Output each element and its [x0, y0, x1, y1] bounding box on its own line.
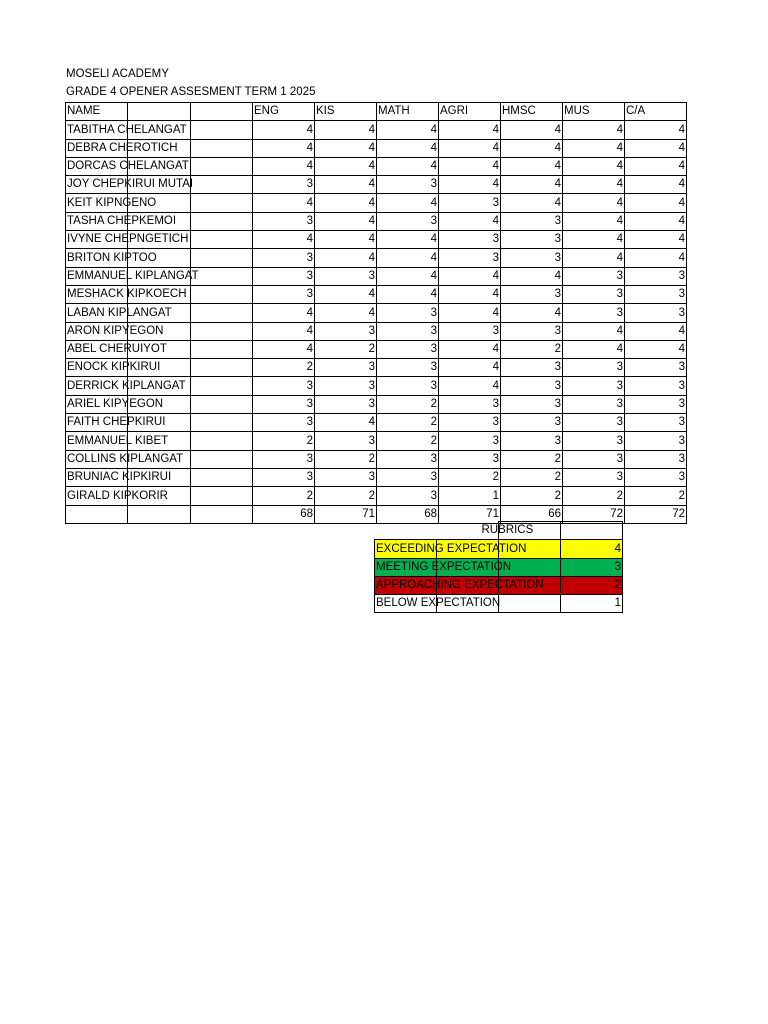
- score-cell: 2: [315, 450, 377, 468]
- score-cell: 4: [563, 121, 625, 139]
- student-name: ABEL CHERUIYOT: [67, 343, 167, 356]
- score-cell: 4: [501, 194, 563, 212]
- empty-cell: [191, 359, 253, 377]
- student-name: KEIT KIPNGENO: [67, 196, 157, 209]
- score-cell: 3: [377, 340, 439, 358]
- score-cell: 2: [501, 468, 563, 486]
- student-name-cell: [66, 377, 186, 395]
- student-name: FAITH CHEPKIRUI: [67, 416, 166, 429]
- student-name-cell: [66, 267, 199, 285]
- score-cell: 4: [439, 285, 501, 303]
- table-row: [66, 121, 687, 139]
- score-cell: 3: [315, 322, 377, 340]
- student-name-cell: [66, 212, 177, 230]
- score-cell: 3: [501, 432, 563, 450]
- student-name: DERRICK KIPLANGAT: [67, 379, 186, 392]
- table-row: [66, 340, 687, 358]
- score-cell: 4: [315, 304, 377, 322]
- table-row: [66, 231, 687, 249]
- score-cell: 4: [315, 249, 377, 267]
- score-cell: 3: [625, 450, 687, 468]
- rubrics-header-row: [375, 522, 623, 540]
- score-cell: 2: [501, 450, 563, 468]
- score-cell: 4: [377, 267, 439, 285]
- score-cell: 3: [253, 468, 315, 486]
- empty-cell: [191, 432, 253, 450]
- student-name-cell: [66, 322, 164, 340]
- score-cell: 3: [315, 267, 377, 285]
- scores-table: [65, 102, 687, 524]
- rubrics-table: [374, 521, 623, 613]
- score-cell: 4: [315, 139, 377, 157]
- score-cell: 4: [377, 249, 439, 267]
- table-row: [66, 377, 687, 395]
- score-cell: 4: [377, 231, 439, 249]
- score-cell: 4: [625, 212, 687, 230]
- score-cell: 4: [625, 322, 687, 340]
- score-cell: 4: [439, 176, 501, 194]
- score-cell: 3: [501, 322, 563, 340]
- score-cell: 3: [501, 414, 563, 432]
- score-cell: 3: [377, 359, 439, 377]
- score-cell: 4: [439, 212, 501, 230]
- score-cell: 4: [377, 157, 439, 175]
- score-cell: 3: [625, 377, 687, 395]
- rubrics-title-cell: [375, 522, 534, 540]
- rubric-value: 3: [561, 558, 623, 576]
- score-cell: 4: [501, 304, 563, 322]
- header-row: [66, 103, 687, 121]
- column-header-mus: MUS: [563, 103, 625, 121]
- score-cell: 2: [377, 432, 439, 450]
- score-cell: 3: [625, 414, 687, 432]
- rubric-label-cell: [375, 540, 527, 558]
- table-row: [66, 304, 687, 322]
- table-row: [66, 194, 687, 212]
- score-cell: 2: [625, 487, 687, 505]
- score-cell: 4: [253, 304, 315, 322]
- empty-cell: [191, 505, 253, 523]
- score-cell: 2: [377, 414, 439, 432]
- table-row: [66, 285, 687, 303]
- score-cell: 4: [439, 377, 501, 395]
- empty-cell: [191, 322, 253, 340]
- score-cell: 3: [253, 450, 315, 468]
- score-cell: 4: [377, 139, 439, 157]
- student-name-cell: [66, 231, 189, 249]
- score-cell: 4: [563, 231, 625, 249]
- empty-cell: [191, 468, 253, 486]
- total-cell: 71: [439, 505, 501, 523]
- empty-cell: [191, 304, 253, 322]
- column-header-c-a: C/A: [625, 103, 687, 121]
- table-row: [66, 157, 687, 175]
- student-name-cell: [66, 432, 169, 450]
- empty-cell: [128, 505, 191, 523]
- empty-cell: [191, 340, 253, 358]
- score-cell: 3: [439, 395, 501, 413]
- score-cell: 4: [315, 176, 377, 194]
- score-cell: 2: [501, 487, 563, 505]
- score-cell: 3: [563, 468, 625, 486]
- rubric-row: [375, 576, 623, 594]
- table-row: [66, 450, 687, 468]
- empty-cell: [191, 450, 253, 468]
- score-cell: 3: [253, 395, 315, 413]
- score-cell: 4: [439, 340, 501, 358]
- score-cell: 3: [501, 395, 563, 413]
- score-cell: 3: [253, 285, 315, 303]
- score-cell: 3: [253, 414, 315, 432]
- score-cell: 3: [377, 212, 439, 230]
- score-cell: 4: [253, 322, 315, 340]
- student-name: IVYNE CHEPNGETICH: [67, 233, 189, 246]
- score-cell: 4: [315, 231, 377, 249]
- score-cell: 4: [625, 121, 687, 139]
- rubric-label-cell: [375, 576, 544, 594]
- empty-cell: [191, 395, 253, 413]
- score-cell: 3: [563, 395, 625, 413]
- score-cell: 3: [377, 377, 439, 395]
- score-cell: 3: [501, 212, 563, 230]
- score-cell: 3: [563, 359, 625, 377]
- score-cell: 4: [501, 157, 563, 175]
- table-row: [66, 249, 687, 267]
- table-row: [66, 267, 687, 285]
- score-cell: 3: [315, 377, 377, 395]
- score-cell: 4: [253, 157, 315, 175]
- student-name: BRITON KIPTOO: [67, 251, 157, 264]
- student-name: JOY CHEPKIRUI MUTAI: [67, 178, 194, 191]
- score-cell: 4: [315, 194, 377, 212]
- column-header-name: [66, 103, 128, 121]
- student-name-cell: [66, 395, 164, 413]
- school-name: MOSELI ACADEMY: [66, 68, 169, 80]
- score-cell: 4: [439, 359, 501, 377]
- score-cell: 4: [377, 121, 439, 139]
- student-name-cell: [66, 121, 187, 139]
- score-cell: 4: [253, 231, 315, 249]
- table-row: [66, 359, 687, 377]
- score-cell: 3: [625, 468, 687, 486]
- score-cell: 3: [501, 231, 563, 249]
- empty-cell: [191, 176, 253, 194]
- column-header-label: NAME: [67, 105, 101, 118]
- score-cell: 3: [377, 322, 439, 340]
- score-cell: 3: [563, 414, 625, 432]
- table-row: [66, 176, 687, 194]
- score-cell: 2: [253, 432, 315, 450]
- score-cell: 3: [253, 267, 315, 285]
- score-cell: 4: [625, 340, 687, 358]
- total-cell: 72: [625, 505, 687, 523]
- score-cell: 4: [501, 176, 563, 194]
- score-cell: 3: [563, 267, 625, 285]
- score-cell: 4: [625, 176, 687, 194]
- total-cell: 72: [563, 505, 625, 523]
- student-name-cell: [66, 139, 178, 157]
- rubric-row: [375, 558, 623, 576]
- student-name-cell: [66, 340, 167, 358]
- total-cell: 68: [253, 505, 315, 523]
- empty-cell: [191, 121, 253, 139]
- empty-cell: [191, 157, 253, 175]
- rubrics-title: RUBRICS: [481, 524, 534, 537]
- score-cell: 4: [315, 121, 377, 139]
- rubric-row: [375, 540, 623, 558]
- score-cell: 4: [315, 212, 377, 230]
- score-cell: 2: [315, 487, 377, 505]
- score-cell: 3: [625, 285, 687, 303]
- student-name-cell: [66, 468, 172, 486]
- score-cell: 4: [253, 139, 315, 157]
- student-name-cell: [66, 450, 184, 468]
- score-cell: 3: [377, 176, 439, 194]
- score-cell: 3: [253, 176, 315, 194]
- score-cell: 3: [563, 450, 625, 468]
- total-cell: 71: [315, 505, 377, 523]
- score-cell: 4: [501, 139, 563, 157]
- score-cell: 3: [501, 377, 563, 395]
- student-name: EMMANUEL KIBET: [67, 434, 169, 447]
- score-cell: 2: [253, 359, 315, 377]
- rubric-label: MEETING EXPECTATION: [376, 560, 512, 573]
- empty-cell: [191, 139, 253, 157]
- table-row: [66, 414, 687, 432]
- student-name: MESHACK KIPKOECH: [67, 288, 187, 301]
- score-cell: 3: [439, 194, 501, 212]
- table-row: [66, 432, 687, 450]
- empty-cell: [191, 414, 253, 432]
- score-cell: 4: [377, 194, 439, 212]
- sheet-title: GRADE 4 OPENER ASSESMENT TERM 1 2025: [66, 86, 316, 98]
- score-cell: 3: [377, 450, 439, 468]
- student-name: DEBRA CHEROTICH: [67, 141, 178, 154]
- student-name: ARIEL KIPYEGON: [67, 398, 164, 411]
- score-cell: 3: [315, 468, 377, 486]
- empty-cell: [191, 194, 253, 212]
- score-cell: 4: [253, 121, 315, 139]
- student-name: TABITHA CHELANGAT: [67, 123, 187, 136]
- score-cell: 3: [377, 304, 439, 322]
- student-name-cell: [66, 194, 157, 212]
- empty-cell: [191, 212, 253, 230]
- score-cell: 2: [439, 468, 501, 486]
- score-cell: 3: [315, 395, 377, 413]
- student-name: BRUNIAC KIPKIRUI: [67, 471, 172, 484]
- score-cell: 3: [439, 231, 501, 249]
- score-cell: 3: [315, 432, 377, 450]
- score-cell: 4: [439, 121, 501, 139]
- score-cell: 3: [377, 487, 439, 505]
- student-name: TASHA CHEPKEMOI: [67, 215, 177, 228]
- table-row: [66, 322, 687, 340]
- score-cell: 2: [501, 340, 563, 358]
- student-name: GIRALD KIPKORIR: [67, 489, 168, 502]
- score-cell: 3: [439, 450, 501, 468]
- column-header-kis: KIS: [315, 103, 377, 121]
- student-name-cell: [66, 285, 187, 303]
- student-name-cell: [66, 249, 157, 267]
- empty-cell: [191, 249, 253, 267]
- score-cell: 4: [563, 176, 625, 194]
- student-name: LABAN KIPLANGAT: [67, 306, 172, 319]
- score-cell: 3: [625, 395, 687, 413]
- student-name: DORCAS CHELANGAT: [67, 160, 189, 173]
- rubric-row: [375, 595, 623, 613]
- column-header-math: MATH: [377, 103, 439, 121]
- score-cell: 3: [439, 414, 501, 432]
- empty-cell: [191, 267, 253, 285]
- rubric-value: 1: [561, 595, 623, 613]
- score-cell: 4: [625, 194, 687, 212]
- score-cell: 4: [439, 139, 501, 157]
- score-cell: 3: [563, 304, 625, 322]
- score-cell: 2: [377, 395, 439, 413]
- table-row: [66, 468, 687, 486]
- score-cell: 4: [315, 285, 377, 303]
- score-cell: 2: [315, 340, 377, 358]
- empty-cell: [128, 103, 191, 121]
- empty-cell: [191, 377, 253, 395]
- table-row: [66, 212, 687, 230]
- score-cell: 4: [377, 285, 439, 303]
- score-cell: 4: [563, 139, 625, 157]
- empty-cell: [191, 487, 253, 505]
- score-cell: 4: [253, 194, 315, 212]
- empty-cell: [561, 522, 623, 540]
- score-cell: 4: [439, 157, 501, 175]
- score-cell: 4: [439, 304, 501, 322]
- score-cell: 3: [253, 249, 315, 267]
- empty-cell: [66, 505, 128, 523]
- score-cell: 3: [501, 249, 563, 267]
- score-cell: 4: [563, 322, 625, 340]
- score-cell: 3: [439, 249, 501, 267]
- score-cell: 4: [625, 249, 687, 267]
- table-row: [66, 395, 687, 413]
- score-cell: 4: [253, 340, 315, 358]
- score-cell: 3: [625, 304, 687, 322]
- empty-cell: [191, 103, 253, 121]
- table-row: [66, 487, 687, 505]
- score-cell: 3: [253, 212, 315, 230]
- score-cell: 4: [563, 340, 625, 358]
- column-header-agri: AGRI: [439, 103, 501, 121]
- score-cell: 3: [563, 432, 625, 450]
- rubric-fill-cell: [499, 595, 561, 613]
- student-name: ARON KIPYEGON: [67, 324, 164, 337]
- score-cell: 3: [377, 468, 439, 486]
- score-cell: 3: [315, 359, 377, 377]
- rubric-label-cell: [375, 558, 512, 576]
- score-cell: 4: [625, 231, 687, 249]
- empty-cell: [191, 231, 253, 249]
- score-cell: 4: [563, 249, 625, 267]
- student-name: COLLINS KIPLANGAT: [67, 452, 184, 465]
- score-cell: 3: [625, 359, 687, 377]
- score-cell: 3: [501, 285, 563, 303]
- score-cell: 3: [625, 267, 687, 285]
- score-cell: 4: [315, 157, 377, 175]
- student-name-cell: [66, 176, 194, 194]
- score-cell: 4: [563, 157, 625, 175]
- student-name-cell: [66, 304, 172, 322]
- score-cell: 4: [315, 414, 377, 432]
- student-name-cell: [66, 414, 166, 432]
- rubric-value: 4: [561, 540, 623, 558]
- total-cell: 66: [501, 505, 563, 523]
- score-cell: 3: [253, 377, 315, 395]
- student-name-cell: [66, 157, 189, 175]
- score-cell: 3: [563, 285, 625, 303]
- score-cell: 3: [501, 359, 563, 377]
- score-cell: 1: [439, 487, 501, 505]
- column-header-hmsc: HMSC: [501, 103, 563, 121]
- column-header-eng: ENG: [253, 103, 315, 121]
- student-name: EMMANUEL KIPLANGAT: [67, 269, 199, 282]
- score-cell: 3: [563, 377, 625, 395]
- score-cell: 4: [625, 157, 687, 175]
- rubric-value: 2: [561, 576, 623, 594]
- score-cell: 4: [625, 139, 687, 157]
- score-cell: 4: [439, 267, 501, 285]
- rubric-label-cell: [375, 595, 501, 613]
- student-name-cell: [66, 359, 161, 377]
- rubric-label: APPROACHING EXPECTATION: [376, 579, 544, 592]
- score-cell: 4: [501, 267, 563, 285]
- total-cell: 68: [377, 505, 439, 523]
- score-cell: 2: [253, 487, 315, 505]
- score-cell: 2: [563, 487, 625, 505]
- rubric-label: BELOW EXPECTATION: [376, 597, 501, 610]
- rubric-label: EXCEEDING EXPECTATION: [376, 542, 527, 555]
- student-name: ENOCK KIPKIRUI: [67, 361, 161, 374]
- score-cell: 3: [439, 432, 501, 450]
- student-name-cell: [66, 487, 168, 505]
- score-cell: 4: [563, 212, 625, 230]
- table-row: [66, 139, 687, 157]
- empty-cell: [191, 285, 253, 303]
- score-cell: 3: [439, 322, 501, 340]
- score-cell: 4: [563, 194, 625, 212]
- score-cell: 4: [501, 121, 563, 139]
- score-cell: 3: [625, 432, 687, 450]
